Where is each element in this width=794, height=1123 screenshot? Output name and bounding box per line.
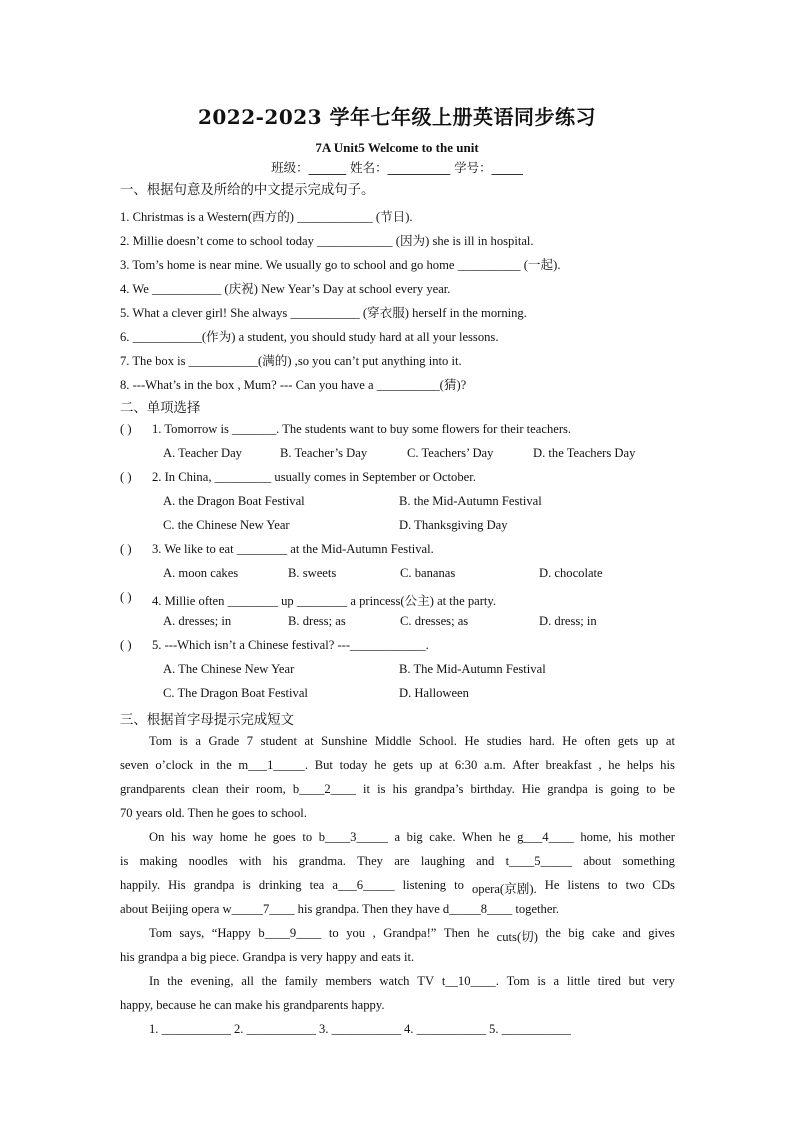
- passage-word: Tom: [149, 926, 172, 940]
- passage-word: Sunshine: [321, 734, 368, 748]
- passage-word: is: [537, 974, 546, 988]
- passage-word: about: [583, 854, 612, 868]
- passage-line: [149, 734, 675, 749]
- passage-word: hard.: [529, 734, 555, 748]
- passage-word: is: [179, 734, 188, 748]
- question-stem: 1. Tomorrow is _______. The students want to buy some flowers for their teachers.: [152, 422, 572, 436]
- passage-word: be: [663, 782, 675, 796]
- passage-word: “Happy: [211, 926, 251, 940]
- passage-word: at: [304, 734, 314, 748]
- passage-word: grandpa: [193, 878, 235, 892]
- passage-word: opera(京剧).: [471, 882, 537, 896]
- passage-word: in: [199, 758, 210, 772]
- passage-word: little: [566, 974, 590, 988]
- answer-paren: ( ): [120, 542, 132, 556]
- passage-word: After: [512, 758, 539, 772]
- passage-word: a: [394, 830, 401, 844]
- passage-word: today: [339, 758, 368, 772]
- passage-word: Middle: [374, 734, 412, 748]
- passage-word: clean: [192, 782, 219, 796]
- question-stem: 5. ---Which isn’t a Chinese festival? ---____________.: [152, 638, 429, 652]
- passage-word: their: [225, 782, 249, 796]
- passage-word: gives: [648, 926, 675, 940]
- passage-word: listening: [402, 878, 447, 892]
- passage-word: His: [168, 878, 186, 892]
- passage-word: In: [149, 974, 160, 988]
- passage-word: and: [622, 926, 641, 940]
- passage-word: evening,: [190, 974, 234, 988]
- option-a: A. dresses; in: [163, 614, 232, 628]
- option-a: A. moon cakes: [163, 566, 239, 580]
- option-a: A. the Dragon Boat Festival: [163, 494, 305, 508]
- passage-word: Grandpa!”: [383, 926, 437, 940]
- passage-word: to: [328, 926, 339, 940]
- option-b: B. Teacher’s Day: [280, 446, 368, 460]
- passage-word: But: [314, 758, 333, 772]
- passage-word: ,: [372, 926, 376, 940]
- passage-word: happily.: [120, 878, 161, 892]
- passage-word: to: [302, 830, 313, 844]
- page-title: 2022-2023 学年七年级上册英语同步练习: [197, 105, 597, 129]
- passage-word: mother: [639, 830, 675, 844]
- passage-word: he: [477, 926, 490, 940]
- passage-word: b____9____: [258, 926, 322, 940]
- passage-word: two: [625, 878, 645, 892]
- passage-word: big: [406, 830, 423, 844]
- passage-word: making: [139, 854, 178, 868]
- passage-word: going: [610, 782, 640, 796]
- option-d: D. the Teachers Day: [533, 446, 636, 460]
- passage-line: [120, 854, 675, 869]
- passage-word: home: [219, 830, 248, 844]
- question-stem: 4. Millie often ________ up ________ a princess(公主) at the party.: [152, 594, 497, 608]
- passage-word: seven: [120, 758, 149, 772]
- passage-word: you: [346, 926, 366, 940]
- passage-word: and: [476, 854, 495, 868]
- section1-item: 8. ---What’s in the box , Mum? --- Can you have a __________(猜)?: [120, 378, 467, 392]
- passage-word: members: [325, 974, 372, 988]
- passage-word: a.m.: [483, 758, 506, 772]
- passage-word: breakfast: [545, 758, 592, 772]
- option-b: B. the Mid-Autumn Festival: [399, 494, 542, 508]
- option-d: D. Halloween: [399, 686, 469, 700]
- passage-word: 6:30: [454, 758, 478, 772]
- passage-word: the: [167, 974, 183, 988]
- passage-word: drinking: [258, 878, 302, 892]
- passage-word: often: [584, 734, 611, 748]
- question-stem: 2. In China, _________ usually comes in September or October.: [152, 470, 476, 484]
- passage-word: his: [272, 854, 288, 868]
- passage-word: b____2____: [292, 782, 356, 796]
- option-c: C. dresses; as: [400, 614, 469, 628]
- answer-paren: ( ): [120, 422, 132, 436]
- option-b: B. dress; as: [288, 614, 346, 628]
- passage-word: his: [392, 782, 408, 796]
- passage-word: grandma.: [298, 854, 346, 868]
- answer-paren: ( ): [120, 638, 132, 652]
- passage-word: b____3_____: [318, 830, 388, 844]
- passage-word: cuts(切): [496, 930, 538, 944]
- answer-paren: ( ): [120, 470, 132, 484]
- passage-word: laughing: [420, 854, 465, 868]
- passage-word: big: [568, 926, 585, 940]
- passage-word: Tom: [506, 974, 530, 988]
- passage-word: says,: [179, 926, 205, 940]
- passage-word: it: [362, 782, 370, 796]
- passage-word: at: [665, 734, 675, 748]
- passage-line: about Beijing opera w_____7____ his grandpa. Then they have d_____8____ together.: [120, 902, 560, 916]
- passage-word: Hie: [521, 782, 541, 796]
- passage-word: family: [284, 974, 318, 988]
- passage-word: noodles: [188, 854, 228, 868]
- passage-word: t____5_____: [505, 854, 573, 868]
- passage-word: He: [544, 878, 560, 892]
- passage-word: at: [439, 758, 449, 772]
- passage-line: [120, 782, 675, 797]
- passage-word: When: [462, 830, 493, 844]
- passage-word: grandpa’s: [414, 782, 464, 796]
- passage-word: CDs: [652, 878, 675, 892]
- passage-word: Grade: [208, 734, 240, 748]
- passage-word: something: [622, 854, 675, 868]
- passage-word: grandpa: [547, 782, 588, 796]
- passage-word: up: [645, 734, 659, 748]
- section1-item: 2. Millie doesn’t come to school today ____________ (因为) she is ill in hospital.: [120, 234, 534, 248]
- passage-word: Tom: [149, 734, 172, 748]
- passage-word: to: [607, 878, 618, 892]
- option-c: C. the Chinese New Year: [163, 518, 290, 532]
- section1-item: 5. What a clever girl! She always ___________ (穿衣服) herself in the morning.: [120, 306, 527, 320]
- option-a: A. The Chinese New Year: [163, 662, 295, 676]
- section3-heading: 三、根据首字母提示完成短文: [120, 713, 295, 728]
- passage-line: 70 years old. Then he goes to school.: [120, 806, 307, 820]
- passage-word: up: [419, 758, 433, 772]
- passage-word: School.: [418, 734, 457, 748]
- passage-word: 7: [246, 734, 254, 748]
- section1-item: 1. Christmas is a Western(西方的) ____________ (节日).: [120, 210, 413, 224]
- student-info-line: 班级：______ 姓名：__________ 学号：_____: [271, 160, 523, 175]
- question-stem: 3. We like to eat ________ at the Mid-Autumn Festival.: [152, 542, 434, 556]
- passage-line: [149, 926, 675, 945]
- answer-paren: ( ): [120, 590, 132, 604]
- passage-word: his: [618, 830, 633, 844]
- passage-word: They: [357, 854, 383, 868]
- passage-word: studies: [486, 734, 522, 748]
- passage-word: he: [608, 758, 621, 772]
- passage-word: his: [170, 830, 186, 844]
- passage-word: goes: [272, 830, 296, 844]
- passage-word: t__10____.: [441, 974, 499, 988]
- passage-word: helps: [626, 758, 654, 772]
- passage-word: is: [120, 854, 129, 868]
- passage-word: listens: [567, 878, 600, 892]
- passage-word: room,: [256, 782, 286, 796]
- passage-word: He: [464, 734, 480, 748]
- passage-word: the: [216, 758, 232, 772]
- passage-word: watch: [379, 974, 410, 988]
- passage-word: tea: [309, 878, 325, 892]
- passage-word: home,: [580, 830, 612, 844]
- passage-word: are: [394, 854, 410, 868]
- section1-item: 7. The box is ___________(满的) ,so you can’t put anything into it.: [120, 354, 462, 368]
- passage-word: is: [594, 782, 604, 796]
- passage-word: On: [149, 830, 165, 844]
- answer-blanks: 1. ___________ 2. ___________ 3. ___________ 4. ___________ 5. ___________: [149, 1022, 571, 1036]
- passage-word: m___1_____.: [238, 758, 309, 772]
- page-subtitle: 7A Unit5 Welcome to the unit: [315, 140, 479, 155]
- passage-line: [149, 974, 675, 989]
- option-c: C. Teachers’ Day: [407, 446, 494, 460]
- passage-word: grandparents: [120, 782, 186, 796]
- passage-word: Then: [443, 926, 470, 940]
- option-c: C. bananas: [400, 566, 456, 580]
- passage-line: [120, 758, 675, 773]
- passage-word: tired: [597, 974, 621, 988]
- passage-line: happy, because he can make his grandparents happy.: [120, 998, 385, 1012]
- passage-word: g___4____: [517, 830, 574, 844]
- passage-word: the: [261, 974, 278, 988]
- passage-line: his grandpa a big piece. Grandpa is very happy and eats it.: [120, 950, 415, 964]
- passage-word: TV: [417, 974, 435, 988]
- passage-word: gets: [617, 734, 639, 748]
- passage-word: o’clock: [155, 758, 194, 772]
- option-c: C. The Dragon Boat Festival: [163, 686, 308, 700]
- passage-word: he: [254, 830, 267, 844]
- option-b: B. sweets: [288, 566, 337, 580]
- passage-word: to: [646, 782, 656, 796]
- section1-item: 3. Tom’s home is near mine. We usually go to school and go home __________ (一起).: [120, 258, 561, 272]
- passage-word: all: [241, 974, 254, 988]
- passage-word: he: [374, 758, 387, 772]
- section1-heading: 一、根据句意及所给的中文提示完成句子。: [120, 183, 375, 198]
- option-b: B. The Mid-Autumn Festival: [399, 662, 546, 676]
- passage-word: cake.: [429, 830, 456, 844]
- passage-word: the: [545, 926, 561, 940]
- passage-word: with: [239, 854, 262, 868]
- passage-word: his: [660, 758, 675, 772]
- passage-word: birthday.: [470, 782, 515, 796]
- passage-word: is: [242, 878, 251, 892]
- passage-word: gets: [392, 758, 414, 772]
- passage-word: to: [454, 878, 464, 892]
- passage-word: a: [553, 974, 560, 988]
- passage-word: ,: [598, 758, 602, 772]
- passage-word: a___6_____: [332, 878, 395, 892]
- passage-word: cake: [591, 926, 616, 940]
- section2-heading: 二、单项选择: [120, 401, 201, 416]
- option-d: D. Thanksgiving Day: [399, 518, 508, 532]
- passage-line: [149, 830, 675, 845]
- passage-word: He: [562, 734, 577, 748]
- passage-word: a: [195, 734, 201, 748]
- passage-word: very: [652, 974, 675, 988]
- passage-word: student: [260, 734, 298, 748]
- passage-line: [120, 878, 675, 897]
- section1-item: 4. We ___________ (庆祝) New Year’s Day at school every year.: [120, 282, 451, 296]
- section1-item: 6. ___________(作为) a student, you should study hard at all your lessons.: [120, 330, 499, 344]
- passage-word: is: [377, 782, 386, 796]
- option-d: D. chocolate: [539, 566, 603, 580]
- option-d: D. dress; in: [539, 614, 597, 628]
- passage-word: but: [628, 974, 645, 988]
- option-a: A. Teacher Day: [163, 446, 242, 460]
- passage-word: he: [498, 830, 511, 844]
- passage-word: way: [192, 830, 214, 844]
